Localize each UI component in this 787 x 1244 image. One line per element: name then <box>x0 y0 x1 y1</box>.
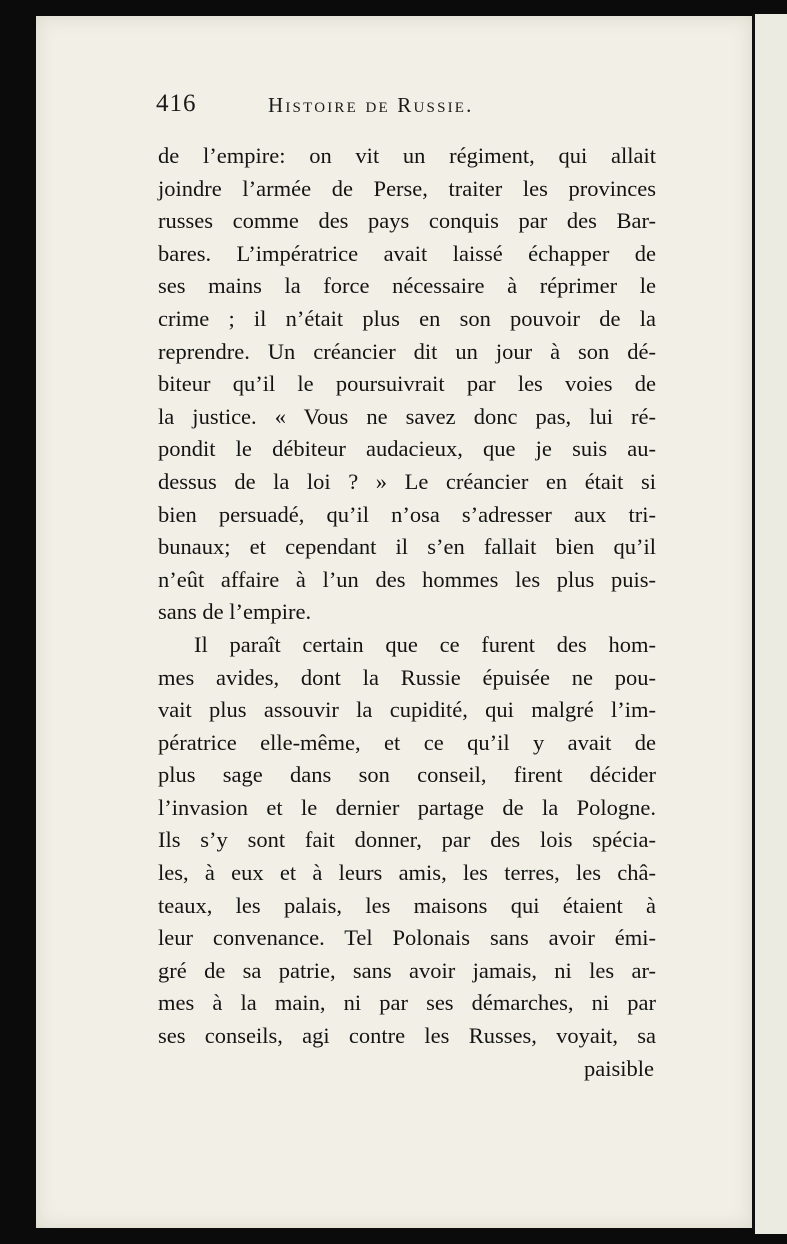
text-line: plus sage dans son conseil, firent décider <box>158 762 656 788</box>
text-line: de l’empire: on vit un régiment, qui allait <box>158 143 656 168</box>
catchword: paisible <box>584 1055 654 1081</box>
adjacent-page-edge <box>755 14 787 1234</box>
text-line: russes comme des pays conquis par des Bar- <box>158 208 656 234</box>
paragraph-2 <box>158 629 656 1053</box>
text-line: vait plus assouvir la cupidité, qui malgré l’im- <box>158 697 656 723</box>
text-line: ses conseils, agi contre les Russes, voyait, sa <box>158 1023 656 1049</box>
paragraph-1 <box>158 140 656 629</box>
text-line: sans de l’empire. <box>158 599 312 625</box>
text-line: Ils s’y sont fait donner, par des lois spécia- <box>158 827 656 853</box>
page-number: 416 <box>156 90 197 117</box>
text-line: n’eût affaire à l’un des hommes les plus puis- <box>158 566 656 592</box>
text-line: bien persuadé, qu’il n’osa s’adresser aux tri- <box>158 501 656 527</box>
text-line: pératrice elle-même, et ce qu’il y avait de <box>158 729 656 755</box>
text-line: ses mains la force nécessaire à réprimer le <box>158 273 656 299</box>
text-line: leur convenance. Tel Polonais sans avoir émi- <box>158 925 656 951</box>
text-line: joindre l’armée de Perse, traiter les provinces <box>158 175 656 201</box>
text-line: pondit le débiteur audacieux, que je suis au- <box>158 436 656 462</box>
page-gutter <box>752 14 755 1230</box>
text-line: biteur qu’il le poursuivrait par les voies de <box>158 371 656 397</box>
text-line: dessus de la loi ? » Le créancier en était si <box>158 468 656 494</box>
running-head: Histoire de Russie. <box>268 93 474 117</box>
text-line: crime ; il n’était plus en son pouvoir de la <box>158 305 656 331</box>
text-line: mes avides, dont la Russie épuisée ne pou- <box>158 664 656 690</box>
text-line: l’invasion et le dernier partage de la Pologne. <box>158 794 656 820</box>
text-line: bares. L’impératrice avait laissé échapper de <box>158 240 656 266</box>
text-line: bunaux; et cependant il s’en fallait bien qu’il <box>158 534 656 560</box>
text-line: gré de sa patrie, sans avoir jamais, ni les ar- <box>158 957 656 983</box>
text-line: Il paraît certain que ce furent des hom- <box>194 631 656 657</box>
text-line: la justice. « Vous ne savez donc pas, lui ré- <box>158 403 656 429</box>
text-line: teaux, les palais, les maisons qui étaient à <box>158 892 656 918</box>
page-body <box>158 140 656 1085</box>
text-line: reprendre. Un créancier dit un jour à son dé- <box>158 338 656 364</box>
page-header <box>156 90 656 122</box>
text-line: mes à la main, ni par ses démarches, ni par <box>158 990 656 1016</box>
text-line: les, à eux et à leurs amis, les terres, les châ- <box>158 860 656 886</box>
